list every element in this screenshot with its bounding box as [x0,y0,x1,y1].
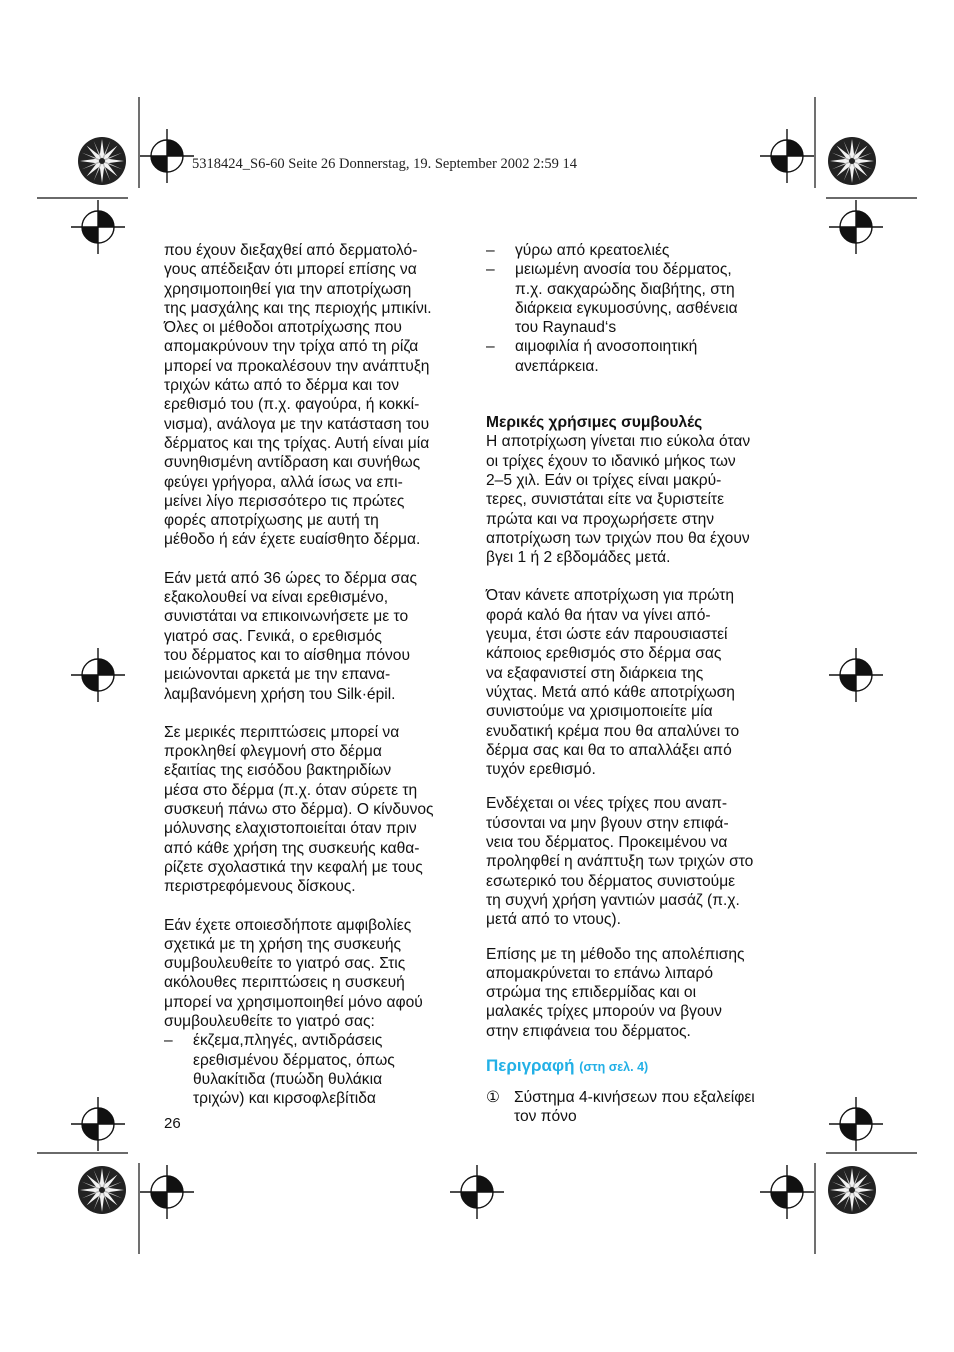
page-number: 26 [164,1115,181,1132]
print-header: 5318424_S6-60 Seite 26 Donnerstag, 19. September 2002 2:59 14 [192,156,578,172]
dash-marker: – [164,1032,173,1050]
list-item [486,337,796,376]
paragraph-inflammation: Σε μερικές περιπτώσεις μπορεί να προκληθεί φλεγμονή στο δέρμα εξαιτίας της εισόδου βακτηριδίων μέσα στο δέρμα (π.χ. όταν σύρετε τη συσκευή πάνω στο δέρμα). Ο κίνδυνος μόλυνσης ελαχιστοποιείται όταν πριν από κάθε χρήση της συσκευής καθα- ρίζετε σχολαστικά την κεφαλή με τους περιστρεφόμενους δίσκους. [164,723,434,896]
circled-number-marker: ① [486,1088,500,1106]
paragraph-doubts: Εάν έχετε οποιεσδήποτε αμφιβολίες σχετικά με τη χρήση της συσκευής συμβουλευθείτε το γιατρό σας. Στις ακόλουθες περιπτώσεις η συσκευή μπορεί να χρησιμοποιηθεί μόνο αφού συμβουλευθείτε το γιατρό σας: [164,916,423,1030]
section-title [486,1056,796,1077]
dash-marker: – [486,338,495,356]
list-item-text: αιμοφιλία ή ανοσοποιητική ανεπάρκεια. [515,338,698,375]
paragraph-exfoliation: Επίσης με τη μέθοδο της απολέπισης απομακρύνεται το επάνω λιπαρό στρώμα της επιδερμίδας και οι μαλακές τρίχες μπορούν να βγουν στην επιφάνεια του δέρματος. [486,945,745,1040]
tips-heading: Μερικές χρήσιμες συμβουλές [486,414,703,432]
paragraph-first-time: Όταν κάνετε αποτρίχωση για πρώτη φορά καλό θα ήταν να γίνει από- γευμα, έτσι ώστε εάν παρουσιαστεί κάποιος ερεθισμός στο δέρμα σας να εξαφανιστεί στη διάρκεια της νύχτας. Μετά από κάθε αποτρίχωση συνιστούμε να χρισιμοποιείτε μία ενυδατική κρέμα που θα απαλύνει το δέρμα σας και θα το απαλλάξει από τυχόν ερεθισμό. [486,587,740,779]
paragraph-intro: που έχουν διεξαχθεί από δερματολό- γους απέδειξαν ότι μπορεί επίσης να χρησιμοποιηθεί για την αποτρίχωση της μασχάλης και της περιοχής μπικίνι. Όλες οι μέθοδοι αποτρίχωσης που απομακρύνουν την τρίχα από τη ρίζα μπορεί να προκαλέσουν την ανάπτυξη τριχών κάτω από το δέρμα και τον ερεθισμό του (π.χ. φαγούρα, ή κοκκί- νισμα), ανάλογα με την κατάσταση του δέρματος και της τρίχας. Αυτή είναι μία συνηθισμένη αντίδραση και συνήθως φεύγει γρήγορα, αλλά ίσως να επι- μείνει λίγο περισσότερο τις πρώτες φορές αποτρίχωσης με αυτή τη μέθοδο ή εάν έχετε ευαίσθητο δέρμα. [164,242,432,549]
section-title-text: Περιγραφή [486,1055,575,1075]
numbered-item [486,1088,796,1127]
numbered-item-text: Σύστημα 4-κινήσεων που εξαλείφει τον πόνο [514,1088,755,1126]
dash-marker: – [486,261,495,279]
right-column [486,241,796,1127]
list-item [164,1031,469,1108]
left-column [164,241,469,1108]
list-item-text: γύρω από κρεατοελιές [515,242,670,259]
dash-marker: – [486,242,495,259]
paragraph-ingrown-hairs: Ενδέχεται οι νέες τρίχες που αναπ- τύσονται να μην βγουν στην επιφά- νεια του δέρματος. Προκειμένου να προληφθεί η ανάπτυξη των τριχών στο εσωτερικό του δέρματος συνιστούμε τη συχνή χρήση γαντιών μασάζ (π.χ. μετά από το ντους). [486,795,754,929]
list-item-text: μειωμένη ανοσία του δέρματος, π.χ. σακχαρώδης διαβήτης, στη διάρκεια εγκυμοσύνης, ασθένεια του Raynaud‘s [515,261,738,337]
paragraph-36-hours: Εάν μετά από 36 ώρες το δέρμα σας εξακολουθεί να είναι ερεθισμένο, συνιστάται να επικοινωνήσετε με το γιατρό σας. Γενικά, ο ερεθισμός του δέρματος και το αίσθημα πόνου μειώνονται αρκετά με την επανα- λαμβανόμενη χρήση του Silk·épil. [164,569,418,703]
section-page-ref: (στη σελ. 4) [579,1059,649,1074]
paragraph-hair-length: Η αποτρίχωση γίνεται πιο εύκολα όταν οι τρίχες έχουν το ιδανικό μήκος των 2–5 χιλ. Εάν οι τρίχες είναι μακρύ- τερες, συνιστάται είτε να ξυριστείτε πρώτα και να προχωρήσετε στην αποτρίχωση των τριχών που θα έχουν βγει 1 ή 2 εβδομάδες μετά. [486,433,751,567]
list-item [486,260,796,337]
list-item-text: έκζεμα,πληγές, αντιδράσεις ερεθισμένου δέρματος, όπως θυλακίτιδα (πυώδη θυλάκια τριχών) και κιρσοφλεβίτιδα [193,1032,395,1108]
list-item [486,241,796,260]
